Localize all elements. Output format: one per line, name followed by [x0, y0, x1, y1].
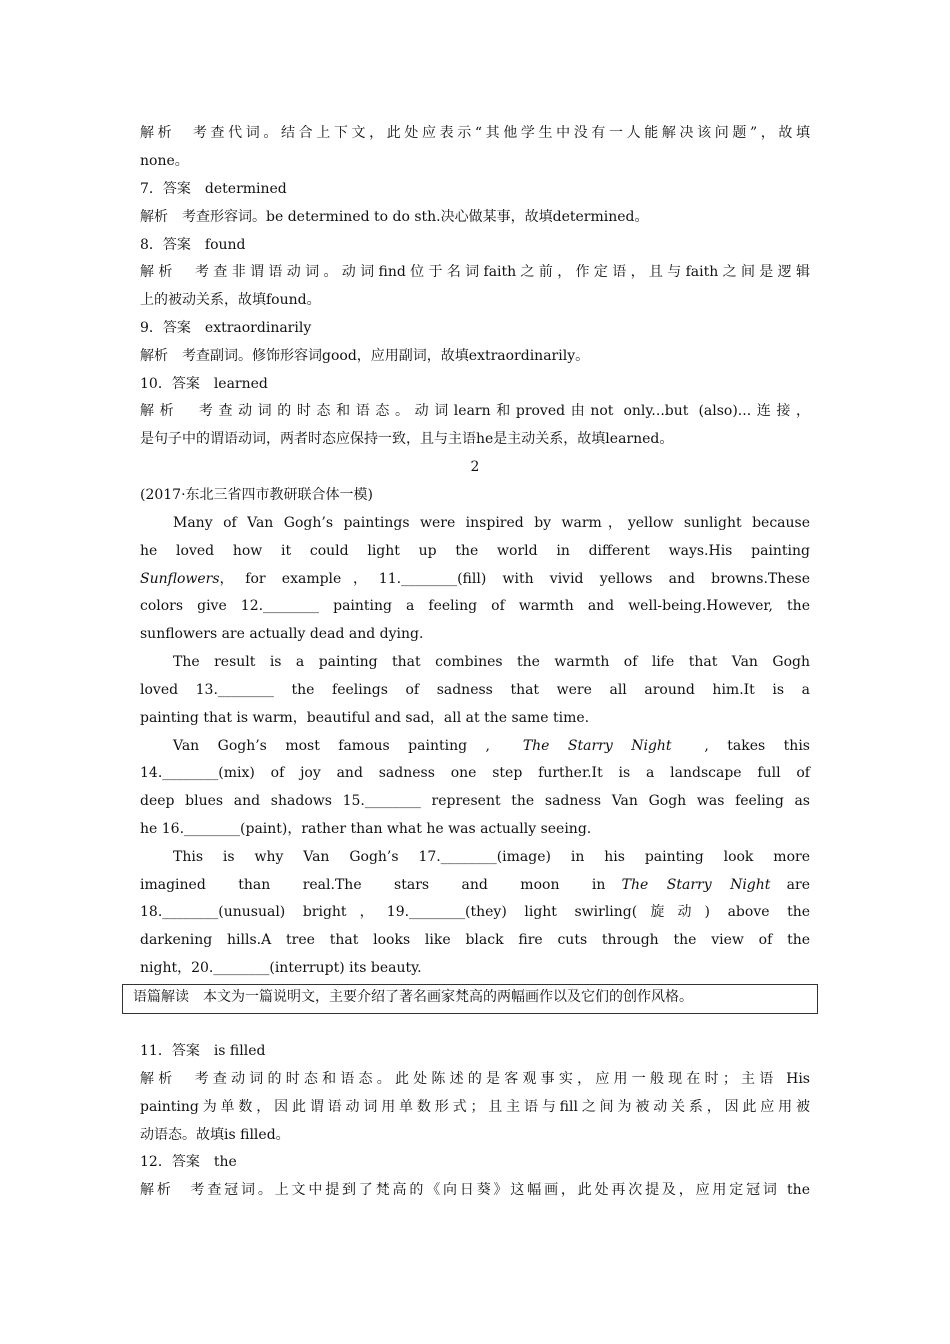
passage-p4-line-1: This is why Van Gogh’s 17.________(image) in his painting look more [173, 849, 810, 865]
explanation-6-line-1: 解析 考查代词。结合上下文，此处应表示“其他学生中没有一人能解决该问题”，故填 [140, 125, 810, 141]
passage-p2-line-3: painting that is warm，beautiful and sad，all at the same time. [140, 710, 590, 726]
explanation-10-line-2: 是句子中的谓语动词，两者时态应保持一致，且与主语he是主动关系，故填learned。 [140, 431, 674, 447]
passage-p1-line-1: Many of Van Gogh’s paintings were inspired by warm，yellow sunlight because [173, 515, 810, 531]
explanation-11-line-3: 动语态。故填is filled。 [140, 1127, 290, 1143]
passage-p1-line-3-rest: ，for example，11.________(fill) with vivid yellows and browns.These [219, 571, 810, 587]
answer-10: 10．答案 learned [140, 376, 268, 392]
painting-title-starry-night-2: The Starry Night [621, 877, 771, 893]
passage-p3-line-1 [173, 736, 810, 756]
explanation-12: 解析 考查冠词。上文中提到了梵高的《向日葵》这幅画，此处再次提及，应用定冠词 the [140, 1182, 810, 1198]
passage-p4-line-3: 18.________(unusual) bright，19.________(they) light swirling(旋动) above the [140, 904, 810, 920]
passage-p1-line-5: sunflowers are actually dead and dying. [140, 626, 424, 642]
passage-p4-line-5: night，20.________(interrupt) its beauty. [140, 960, 422, 976]
passage-p4-line-2-b: are [786, 877, 810, 893]
answer-11: 11．答案 is filled [140, 1043, 266, 1059]
passage-p3-line-3: deep blues and shadows 15.________ represent the sadness Van Gogh was feeling as [140, 793, 810, 809]
explanation-11-line-1: 解析 考查动词的时态和语态。此处陈述的是客观事实，应用一般现在时；主语 His [140, 1071, 810, 1087]
passage-summary-text: 语篇解读 本文为一篇说明文，主要介绍了著名画家梵高的两幅画作以及它们的创作风格。 [133, 989, 693, 1005]
answer-8: 8．答案 found [140, 237, 246, 253]
explanation-6-line-2: none。 [140, 153, 189, 169]
passage-summary-box [122, 984, 818, 1014]
explanation-8-line-1: 解析 考查非谓语动词。动词find位于名词faith之前，作定语，且与faith之间是逻辑 [140, 264, 810, 280]
answer-12: 12．答案 the [140, 1154, 237, 1170]
passage-p1-line-2: he loved how it could light up the world in different ways.His painting [140, 543, 810, 559]
explanation-7: 解析 考查形容词。be determined to do sth.决心做某事，故填determined。 [140, 209, 649, 225]
passage-p3-line-1-b: , takes this [704, 738, 810, 754]
passage-p1-line-3 [140, 569, 810, 589]
passage-p3-line-4: he 16.________(paint)，rather than what he was actually seeing. [140, 821, 592, 837]
explanation-8-line-2: 上的被动关系，故填found。 [140, 292, 321, 308]
painting-title-sunflowers: Sunflowers [140, 571, 220, 587]
passage-p1-line-4: colors give 12.________ painting a feeling of warmth and well-being.However, the [140, 598, 810, 614]
passage-p4-line-4: darkening hills.A tree that looks like black fire cuts through the view of the [140, 932, 810, 948]
explanation-10-line-1: 解析 考查动词的时态和语态。动词learn和proved由not only...but (also)...连接， [140, 403, 810, 419]
passage-source: (2017·东北三省四市教研联合体一模) [140, 487, 374, 503]
passage-p3-line-1-a: Van Gogh’s most famous painting , [173, 738, 490, 754]
passage-p4-line-2-a: imagined than real.The stars and moon in [140, 877, 606, 893]
answer-7: 7．答案 determined [140, 181, 287, 197]
explanation-9: 解析 考查副词。修饰形容词good，应用副词，故填extraordinarily。 [140, 348, 590, 364]
painting-title-starry-night: The Starry Night [522, 738, 672, 754]
passage-p3-line-2: 14.________(mix) of joy and sadness one step further.It is a landscape full of [140, 765, 810, 781]
explanation-11-line-2: painting为单数，因此谓语动词用单数形式；且主语与fill之间为被动关系，因此应用被 [140, 1099, 810, 1115]
passage-p2-line-1: The result is a painting that combines the warmth of life that Van Gogh [173, 654, 810, 670]
section-number: 2 [470, 459, 480, 475]
passage-p4-line-2 [140, 875, 810, 895]
passage-p2-line-2: loved 13.________ the feelings of sadness that were all around him.It is a [140, 682, 810, 698]
answer-9: 9．答案 extraordinarily [140, 320, 312, 336]
